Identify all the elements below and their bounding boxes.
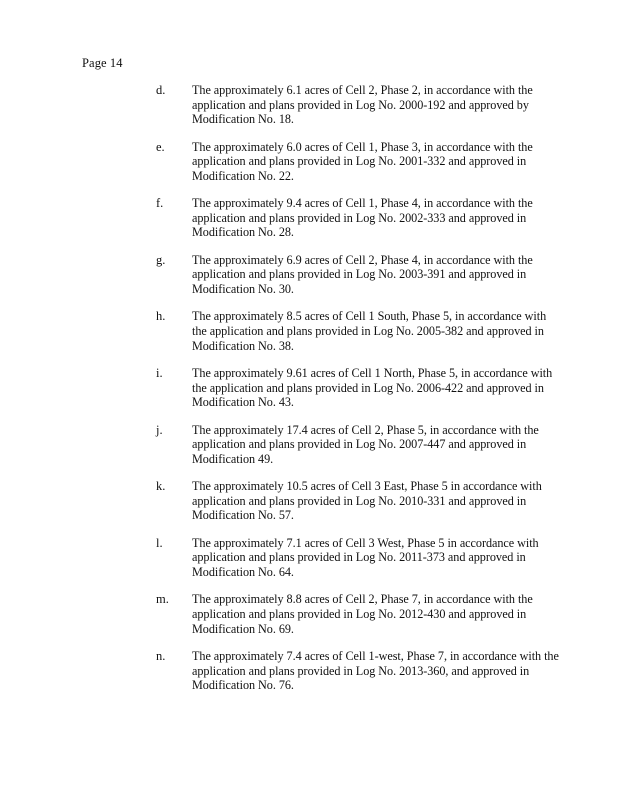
- item-letter: j.: [156, 422, 163, 437]
- list-item: [0, 592, 618, 636]
- item-text: The approximately 10.5 acres of Cell 3 East, Phase 5 in accordance with application and plans provided in Log No. 2010-331 and approved in Modification No. 57.: [192, 479, 542, 523]
- list-item: [0, 196, 618, 240]
- page-number-label: Page 14: [82, 56, 123, 70]
- list-item: [0, 479, 618, 523]
- list-item: [0, 423, 618, 464]
- item-text: The approximately 6.1 acres of Cell 2, Phase 2, in accordance with the application and plans provided in Log No. 2000-192 and approved by Modification No. 18.: [192, 83, 533, 127]
- list-item: [0, 536, 618, 577]
- list-item: [0, 365, 618, 410]
- list-item: [0, 83, 618, 127]
- item-text: The approximately 17.4 acres of Cell 2, Phase 5, in accordance with the application and plans provided in Log No. 2007-447 and approved in Modification 49.: [192, 422, 539, 466]
- closure-items-list: [0, 83, 618, 706]
- item-letter: n.: [156, 648, 166, 663]
- list-item: [0, 253, 618, 294]
- item-letter: g.: [156, 252, 166, 267]
- item-text: The approximately 7.1 acres of Cell 3 West, Phase 5 in accordance with application and plans provided in Log No. 2011-373 and approved in Modification No. 64.: [192, 535, 539, 579]
- list-item: [0, 648, 618, 693]
- item-letter: d.: [156, 83, 166, 97]
- item-letter: e.: [156, 139, 165, 154]
- item-letter: k.: [156, 479, 166, 494]
- item-text: The approximately 9.4 acres of Cell 1, Phase 4, in accordance with the application and plans provided in Log No. 2002-333 and approved in Modification No. 28.: [192, 196, 533, 240]
- item-letter: l.: [156, 535, 163, 550]
- item-letter: m.: [156, 592, 169, 607]
- list-item: [0, 140, 618, 181]
- list-item: [0, 309, 618, 353]
- item-text: The approximately 6.9 acres of Cell 2, Phase 4, in accordance with the application and plans provided in Log No. 2003-391 and approved in Modification No. 30.: [192, 252, 533, 296]
- item-text: The approximately 8.8 acres of Cell 2, Phase 7, in accordance with the application and plans provided in Log No. 2012-430 and approved in Modification No. 69.: [192, 592, 533, 636]
- item-letter: f.: [156, 196, 164, 211]
- item-letter: h.: [156, 309, 166, 324]
- item-text: The approximately 8.5 acres of Cell 1 South, Phase 5, in accordance with the application and plans provided in Log No. 2005-382 and approved in Modification No. 38.: [192, 309, 547, 353]
- item-letter: i.: [156, 365, 163, 380]
- item-text: The approximately 6.0 acres of Cell 1, Phase 3, in accordance with the application and plans provided in Log No. 2001-332 and approved in Modification No. 22.: [192, 139, 533, 183]
- item-text: The approximately 9.61 acres of Cell 1 North, Phase 5, in accordance with the application and plans provided in Log No. 2006-422 and approved in Modification No. 43.: [192, 365, 553, 410]
- item-text: The approximately 7.4 acres of Cell 1-west, Phase 7, in accordance with the application and plans provided in Log No. 2013-360, and approved in Modification No. 76.: [192, 648, 559, 693]
